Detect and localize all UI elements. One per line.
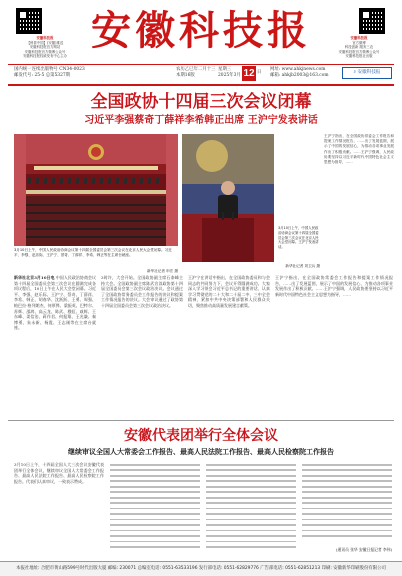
- second-body-col3: [206, 464, 296, 556]
- footer-bar: 本报社地址: 合肥市黄山路599号时代出版大厦 邮编: 230071 总编室电话: 0551-63533196 发行部电话: 0551-62829776 广告部电话: 0551-62851213 印刷: 安徽新华印刷股份有限公司: [0, 561, 402, 576]
- second-headline: 安徽代表团举行全体会议: [124, 428, 278, 444]
- lead-headline: 全国政协十四届三次会议闭幕: [90, 92, 312, 112]
- promo-line: 官方微博: [352, 40, 366, 45]
- second-body-col2: [110, 464, 200, 556]
- promo-line: 安徽科技报官方微博公众号: [338, 49, 380, 54]
- date: 2025年3月: [218, 73, 241, 78]
- wechat-qr-code: [16, 8, 42, 34]
- issn-line: 国内统一连续出版物号 CN34-0023: [14, 67, 85, 72]
- lead-subheadline: 习近平李强蔡奇丁薛祥李希韩正出席 王沪宁发表讲话: [84, 115, 318, 126]
- promo-line: 安徽科技报官方微博公众号: [24, 49, 66, 54]
- promo-line: 安徽科技报官方网站: [29, 45, 61, 50]
- divider: [8, 84, 394, 86]
- lead-body-col1-text: 中国人民政治协商会议第十四届全国委员会第三次会议在圆满完成各项议程后，10日上午在人民大会堂闭幕。习近平、李强、赵乐际、王沪宁、蔡奇、丁薛祥、李希、韩正、胡春华、沈跃跃、王勇、周强、帕巴拉·格列朗杰、何厚铧、梁振英、巴特尔、苏辉、邵鸿、高云龙、陈武、穆虹、咸辉、王东峰、姜信治、蒋作君、何报翔、王光谦、秦博勇、朱永新、杨震、王志刚等在主席台就座。: [14, 275, 96, 331]
- lead-body-col4-text: 王沪宁指出，在全国政协常委会工作报告和提案工作情况报告，……出了发展蓝图，展示了中国的发展信心，为推动各项事业发展作出了积极贡献。……王沪宁强调，人民政协要坚持以习近平新时代中国特色社会主义思想为指导，……: [324, 134, 394, 165]
- weekday: 星期三: [218, 67, 232, 72]
- lead-body-col1: [14, 275, 96, 415]
- lead-body-col3: 王沪宁在讲话中指出，在全国政协委员和与会同志的共同努力下，会议开得圆满成功。大家深入学习领会习近平总书记的重要讲话，认真学习贯彻党的二十大和二十届二中、三中全会精神，紧扣中共中央决策部署和人民群众关切，聚焦推动高质量发展建言献策。: [188, 275, 270, 308]
- photo1-caption: 3月10日上午，中国人民政治协商会议第十四届全国委员会第三次会议在北京人民大会堂闭幕。习近平、李强、赵乐际、王沪宁、蔡奇、丁薛祥、李希、韩正等在主席台就座。: [14, 248, 172, 257]
- weibo-qr-code: [359, 8, 385, 34]
- promo-line: 安徽科技报: [36, 36, 54, 40]
- second-credit: (通讯员 张华 安徽日报记者 李伟): [336, 547, 392, 552]
- speaker-photo: [182, 134, 274, 262]
- dateline: 新华社北京3月10日电: [14, 275, 55, 280]
- second-body-col4: [302, 464, 392, 544]
- search-icon: ⌕: [353, 70, 357, 75]
- promo-line: 安徽科技报社出版: [345, 54, 373, 59]
- day-number: 12: [243, 68, 255, 79]
- email-link[interactable]: 邮箱: ahkjb2003@163.com: [270, 73, 329, 78]
- promo-line: 安徽科技报权威发布中心主办: [22, 54, 68, 59]
- second-subheadline: 继续审议全国人大常委会工作报告、最高人民法院工作报告、最高人民检察院工作报告: [68, 448, 334, 456]
- website-link[interactable]: 网址: www.ahkjnews.com: [270, 67, 326, 72]
- lunar-date: 农历乙巳年二月十三: [176, 67, 216, 72]
- promo-line: 【科普中国】(安徽)推送: [26, 40, 64, 45]
- newspaper-title: 安徽科技报: [91, 7, 311, 54]
- search-label: 安徽科技报: [357, 70, 381, 75]
- second-body-col1: 3月10日上午，十四届全国人大三次会议安徽代表团举行全体会议，继续审议全国人大常委会工作报告、最高人民法院工作报告、最高人民检察院工作报告。代表们认真审议，一致表示赞成。: [14, 462, 104, 484]
- postal-line: 邮发代号: 25-5 总第5327期: [14, 73, 71, 78]
- lead-body-col5: 王沪宁指出，在全国政协常委会工作报告和提案工作情况报告，……出了发展蓝图，展示了中国的发展信心，为推动各项事业发展作出了积极贡献。……王沪宁强调，人民政协要坚持以习近平新时代中国特色社会主义思想为指导，……: [275, 275, 393, 297]
- search-box[interactable]: [342, 67, 392, 79]
- photo2-caption: 3月10日上午，中国人民政治协商会议第十四届全国委员会第三次会议在北京人民大会堂闭幕。王沪宁发表讲话。: [278, 226, 319, 250]
- photo2-credit: 新华社记者 刘卫兵 摄: [285, 264, 320, 268]
- lead-body-col4: [324, 134, 394, 266]
- photo1-credit: 新华社记者 申宏 摄: [146, 269, 178, 273]
- page-count: 本期16版: [176, 73, 195, 78]
- divider: [8, 64, 394, 65]
- promo-line: 安徽科技报: [350, 36, 368, 40]
- promo-line: 科技创新 服务三农: [344, 45, 374, 50]
- assembly-hall-photo: [14, 134, 178, 246]
- section-divider: [8, 420, 394, 421]
- day-suffix: 日: [257, 70, 262, 75]
- lead-body-col2: 3时许，大会开始。全国政协副主席石泰峰主持大会。全国政协副主席陈武宣读政协第十四届全国委员会第三次会议政治决议。会议通过了全国政协常务委员会工作报告的决议和提案工作情况报告的决议。大会审议通过了政协第十四届全国委员会第三次会议政治决议。: [101, 275, 183, 308]
